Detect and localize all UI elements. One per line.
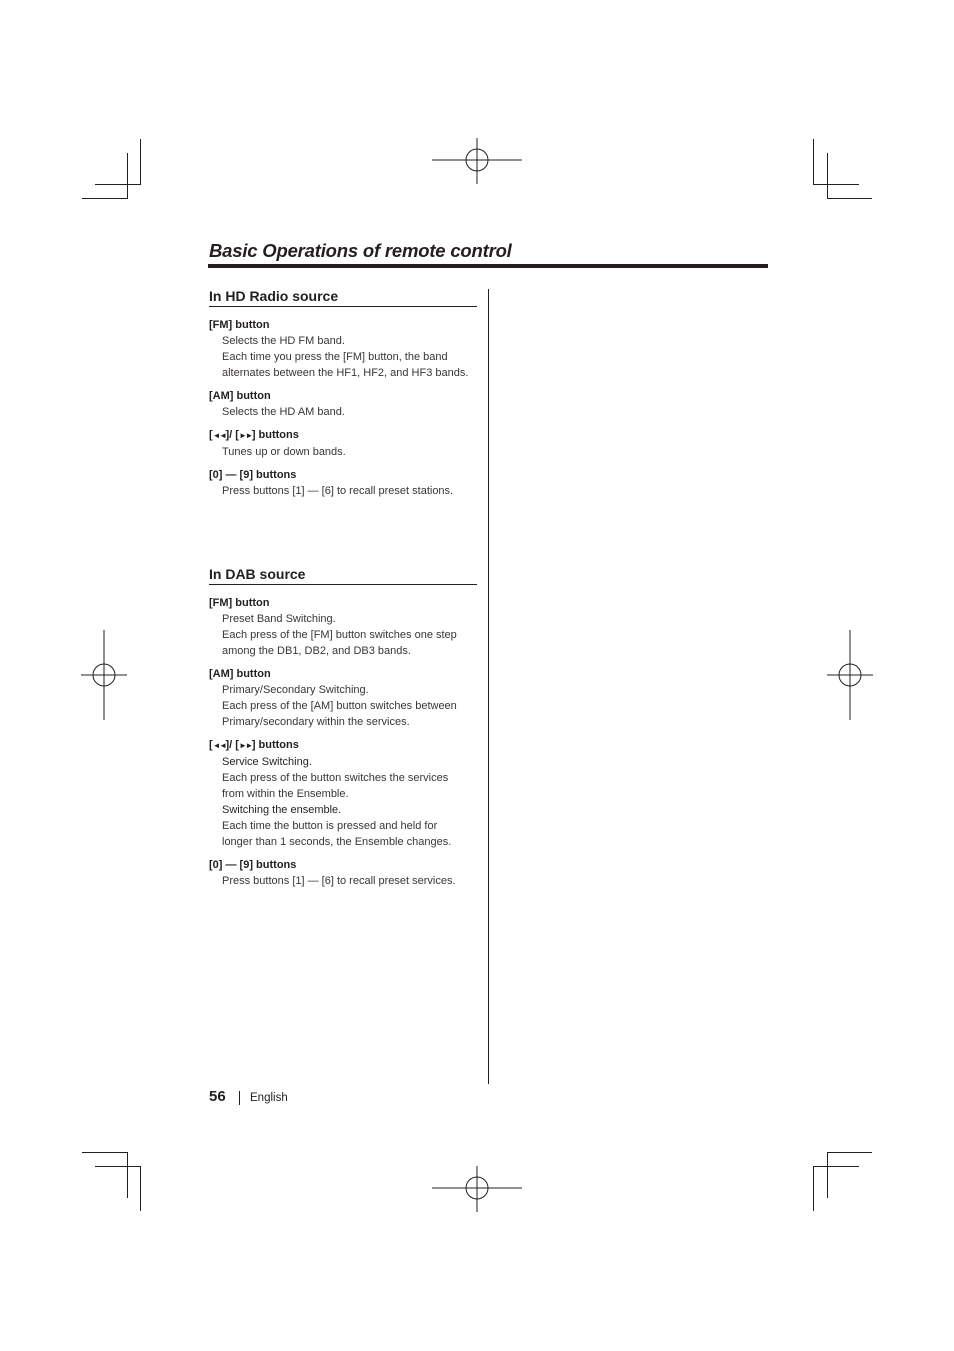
dab-tune-buttons-item [209,737,477,850]
dab-am-button-item [209,666,477,730]
buttons-suffix: buttons [255,429,299,441]
registration-mark [826,628,874,722]
registration-mark [430,137,524,185]
description-line: Preset Band Switching. [222,613,336,625]
page-title: Basic Operations of remote control [209,240,512,261]
description-line: Each time the button is pressed and held for [222,820,438,832]
dab-heading: In DAB source [209,566,477,585]
crop-mark [813,1166,814,1211]
crop-mark [813,1166,859,1167]
next-track-icon: ►► [238,431,252,440]
buttons-suffix: buttons [255,739,299,751]
language-label: English [250,1092,288,1104]
bracket: ] [251,429,256,441]
dab-number-buttons-title: [0] — [9] buttons [209,859,297,871]
previous-track-icon: ◄◄ [212,431,226,440]
description-line: Each press of the [AM] button switches between [222,700,457,712]
crop-mark [95,1166,141,1167]
hd-fm-button-title: [FM] button [209,319,270,331]
title-rule [208,264,768,268]
crop-mark [95,184,141,185]
description-line: Each time you press the [FM] button, the band [222,351,448,363]
description-line: Each press of the button switches the services [222,772,449,784]
description-line: Primary/secondary within the services. [222,716,410,728]
description-line: longer than 1 seconds, the Ensemble changes. [222,836,452,848]
registration-mark [80,628,128,722]
page-number: 56 [209,1088,226,1105]
bracket: ]/ [ [225,429,239,441]
hd-radio-heading: In HD Radio source [209,288,477,307]
hd-tune-buttons-item [209,427,477,460]
dab-section [209,566,477,896]
description-line: from within the Ensemble. [222,788,349,800]
crop-mark [140,1166,141,1211]
registration-mark [430,1165,524,1213]
hd-tune-buttons-title [209,427,477,444]
dab-fm-button-title: [FM] button [209,597,270,609]
dab-am-button-title: [AM] button [209,668,271,680]
crop-mark [82,198,128,199]
crop-mark [827,153,828,199]
previous-track-icon: ◄◄ [212,741,226,750]
description-line: Selects the HD AM band. [222,406,345,418]
subheading-line: Switching the ensemble. [222,804,342,816]
crop-mark [813,139,814,185]
dab-tune-buttons-title [209,737,477,754]
hd-radio-section [209,288,477,506]
hd-number-buttons-title: [0] — [9] buttons [209,469,297,481]
description-line: Each press of the [FM] button switches one step [222,629,457,641]
crop-mark [827,1152,828,1198]
dab-number-buttons-item [209,857,477,889]
crop-mark [127,153,128,199]
hd-am-button-item [209,388,477,420]
hd-am-button-title: [AM] button [209,390,271,402]
description-line: Press buttons [1] — [6] to recall preset services. [222,875,456,887]
column-divider [488,289,489,1084]
footer-separator [239,1091,240,1105]
bracket: [ [209,739,213,751]
crop-mark [140,139,141,185]
description-line: among the DB1, DB2, and DB3 bands. [222,645,411,657]
crop-mark [127,1152,128,1198]
description-line: Primary/Secondary Switching. [222,684,369,696]
dab-fm-button-item [209,595,477,659]
description-line: Tunes up or down bands. [222,446,346,458]
bracket: ]/ [ [225,739,239,751]
crop-mark [82,1152,128,1153]
crop-mark [827,198,872,199]
bracket: ] [251,739,256,751]
next-track-icon: ►► [238,741,252,750]
bracket: [ [209,429,213,441]
description-line: Selects the HD FM band. [222,335,345,347]
description-line: alternates between the HF1, HF2, and HF3 bands. [222,367,469,379]
hd-fm-button-item [209,317,477,381]
hd-number-buttons-item [209,467,477,499]
subheading-line: Service Switching. [222,756,312,768]
crop-mark [827,1152,872,1153]
crop-mark [813,184,859,185]
description-line: Press buttons [1] — [6] to recall preset stations. [222,485,454,497]
